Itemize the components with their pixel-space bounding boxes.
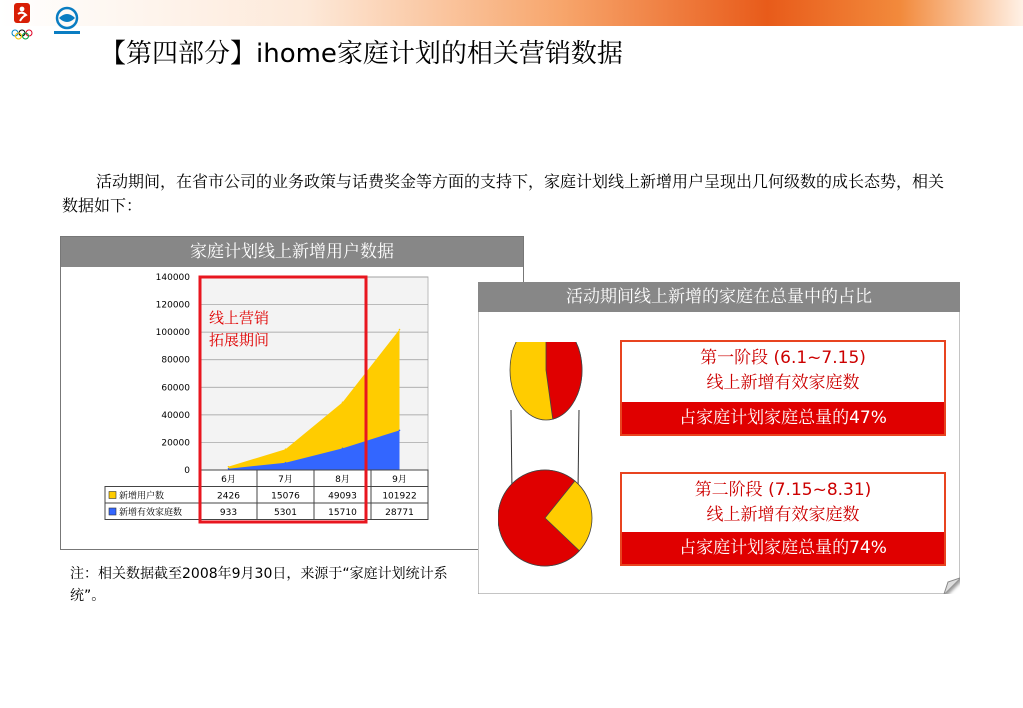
- data-point-series-2: [399, 430, 401, 432]
- annotation-line2: 拓展期间: [209, 331, 270, 349]
- stage2-share-bar: 占家庭计划家庭总量的74%: [622, 532, 944, 564]
- stage1-line2: 线上新增有效家庭数: [706, 373, 860, 393]
- intro-paragraph: 活动期间，在省市公司的业务政策与话费奖金等方面的支持下，家庭计划线上新增用户呈现出几何级数的成长态势，相关数据如下：: [62, 172, 945, 215]
- y-tick-label: 120000: [155, 300, 190, 311]
- x-tick-label: 8月: [335, 475, 350, 485]
- y-tick-label: 60000: [161, 383, 190, 394]
- legend-swatch-series-1: [109, 492, 116, 499]
- stage2-box: [620, 472, 946, 566]
- x-tick-label: 6月: [221, 475, 236, 485]
- footnote: 注：相关数据截至2008年9月30日，来源于“家庭计划统计系统”。: [70, 566, 448, 604]
- share-panel-header: 活动期间线上新增的家庭在总量中的占比: [566, 287, 872, 307]
- share-panel: [478, 282, 960, 594]
- legend-label-series-1: 新增用户数: [119, 491, 165, 502]
- area-chart: [61, 237, 523, 549]
- y-tick-label: 140000: [155, 273, 190, 283]
- data-label-series-1: 15076: [271, 491, 300, 502]
- y-tick-label: 80000: [161, 355, 190, 366]
- data-point-series-1: [399, 329, 401, 331]
- y-tick-label: 20000: [161, 438, 190, 449]
- beijing-2008-logo-icon: [8, 2, 36, 42]
- data-point-series-2: [228, 468, 230, 470]
- data-label-series-1: 49093: [328, 491, 357, 502]
- stage1-share-bar: 占家庭计划家庭总量的47%: [622, 402, 944, 434]
- x-tick-label: 9月: [392, 475, 407, 485]
- data-point-series-2: [342, 448, 344, 450]
- y-tick-label: 100000: [155, 328, 190, 339]
- stage1-line1: 第一阶段 (6.1~7.15): [700, 348, 866, 368]
- y-tick-label: 40000: [161, 410, 190, 421]
- chart-panel: [60, 236, 524, 550]
- logo-group: [4, 2, 88, 66]
- annotation-line1: 线上营销: [209, 309, 270, 327]
- stage1-box: [620, 340, 946, 436]
- x-tick-label: 7月: [278, 475, 293, 485]
- chart-panel-header: 家庭计划线上新增用户数据: [61, 237, 523, 267]
- legend-label-series-2: 新增有效家庭数: [119, 508, 183, 518]
- data-point-series-1: [342, 402, 344, 404]
- stage2-line1: 第二阶段 (7.15~8.31): [694, 480, 872, 500]
- data-point-series-1: [285, 448, 287, 450]
- stage1-pie-share-slice: [546, 342, 582, 419]
- data-point-series-2: [285, 462, 287, 464]
- data-point-series-1: [228, 466, 230, 468]
- stage2-line2: 线上新增有效家庭数: [706, 505, 860, 525]
- data-label-series-1: 101922: [382, 491, 417, 502]
- data-label-series-2: 5301: [274, 508, 297, 518]
- page-title: 【第四部分】ihome家庭计划的相关营销数据: [100, 39, 623, 69]
- data-label-series-2: 28771: [385, 508, 414, 518]
- data-label-series-2: 933: [219, 508, 238, 518]
- data-label-series-1: 2426: [217, 491, 240, 502]
- y-tick-label: 0: [184, 466, 190, 476]
- china-mobile-logo-icon: [50, 4, 84, 38]
- legend-swatch-series-2: [109, 508, 116, 515]
- top-banner: [0, 0, 1023, 26]
- data-label-series-2: 15710: [328, 508, 357, 518]
